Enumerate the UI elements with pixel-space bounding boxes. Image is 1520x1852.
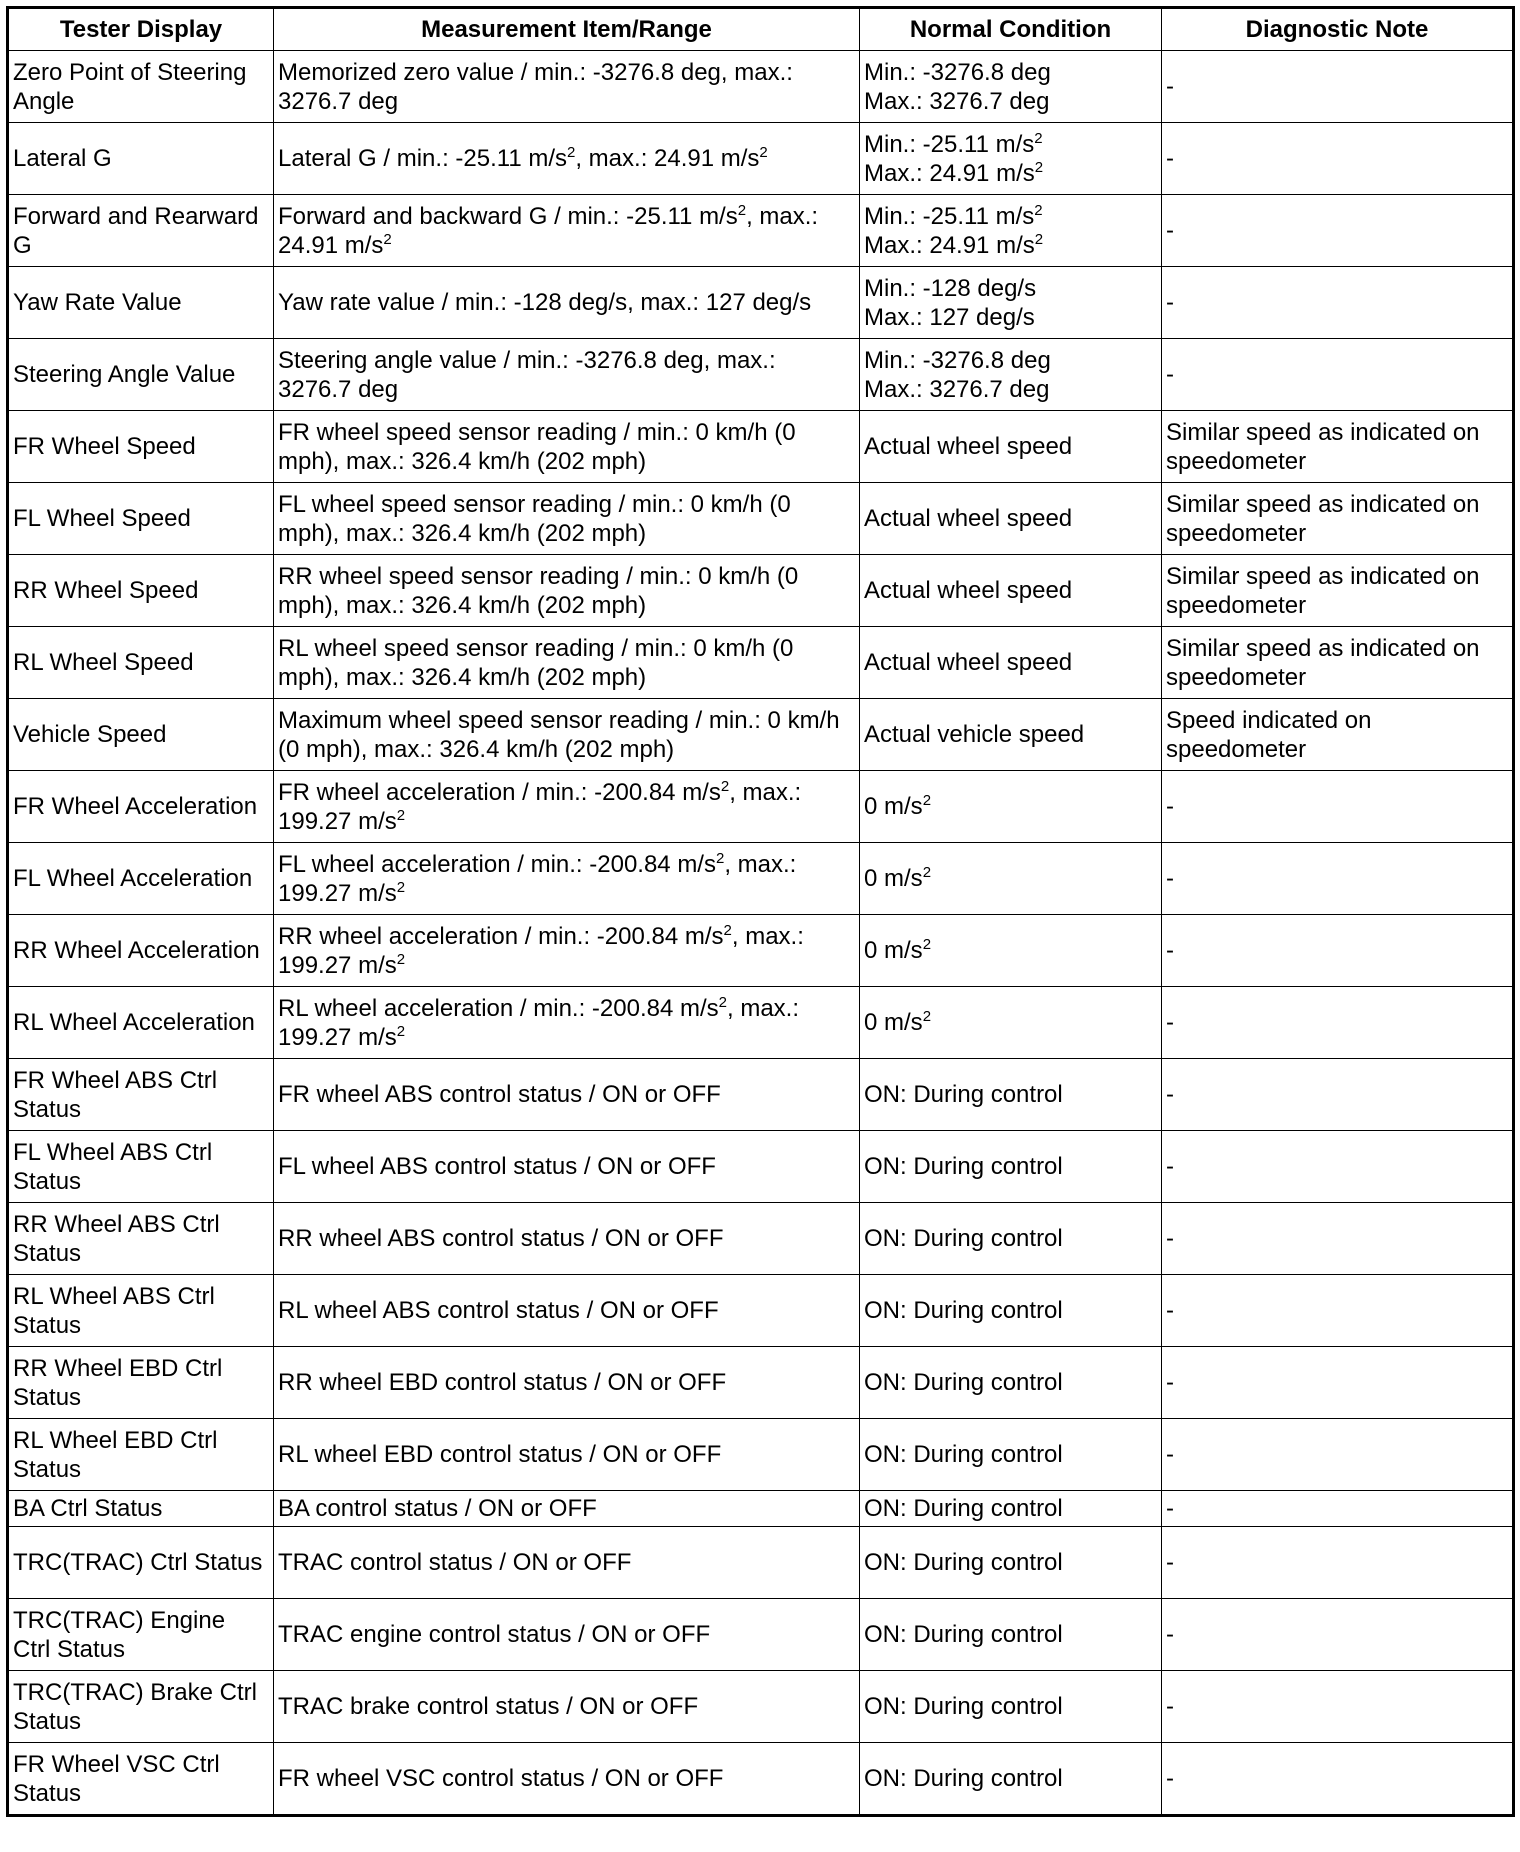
cell-tester-display: FR Wheel ABS Ctrl Status — [8, 1059, 274, 1131]
normal-condition-line: Actual wheel speed — [864, 577, 1073, 604]
cell-diagnostic-note: - — [1162, 267, 1514, 339]
table-row — [8, 1203, 1514, 1275]
cell-diagnostic-note: - — [1162, 1671, 1514, 1743]
cell-tester-display: RR Wheel EBD Ctrl Status — [8, 1347, 274, 1419]
cell-tester-display: TRC(TRAC) Brake Ctrl Status — [8, 1671, 274, 1743]
cell-measurement-range: Maximum wheel speed sensor reading / min.: 0 km/h (0 mph), max.: 326.4 km/h (202 mph) — [274, 699, 860, 771]
cell-measurement-range: Yaw rate value / min.: -128 deg/s, max.: 127 deg/s — [274, 267, 860, 339]
normal-condition-line: Min.: -25.11 $m/s^2$ — [864, 201, 1043, 230]
table-row — [8, 1347, 1514, 1419]
cell-normal-condition — [860, 123, 1162, 195]
cell-diagnostic-note: - — [1162, 1203, 1514, 1275]
cell-measurement-range: Memorized zero value / min.: -3276.8 deg, max.: 3276.7 deg — [274, 51, 860, 123]
cell-normal-condition — [860, 771, 1162, 843]
cell-measurement-range: RL wheel speed sensor reading / min.: 0 km/h (0 mph), max.: 326.4 km/h (202 mph) — [274, 627, 860, 699]
table-row — [8, 1419, 1514, 1491]
cell-diagnostic-note: Speed indicated on speedometer — [1162, 699, 1514, 771]
cell-tester-display: RL Wheel EBD Ctrl Status — [8, 1419, 274, 1491]
normal-condition-line: ON: During control — [864, 1369, 1063, 1396]
normal-condition-line: Actual wheel speed — [864, 433, 1073, 460]
cell-tester-display: RL Wheel ABS Ctrl Status — [8, 1275, 274, 1347]
table-header — [8, 8, 1514, 51]
cell-measurement-range: FL wheel ABS control status / ON or OFF — [274, 1131, 860, 1203]
cell-tester-display: FL Wheel Speed — [8, 483, 274, 555]
table-body — [8, 51, 1514, 1816]
normal-condition-line: 0 $m/s^2$ — [864, 936, 932, 964]
cell-normal-condition — [860, 411, 1162, 483]
cell-diagnostic-note: - — [1162, 771, 1514, 843]
cell-normal-condition — [860, 1743, 1162, 1816]
cell-measurement-range: TRAC brake control status / ON or OFF — [274, 1671, 860, 1743]
normal-condition-line: Min.: -25.11 $m/s^2$ — [864, 129, 1043, 158]
cell-tester-display: Forward and Rearward G — [8, 195, 274, 267]
cell-diagnostic-note: - — [1162, 1131, 1514, 1203]
table-row — [8, 771, 1514, 843]
table-row — [8, 339, 1514, 411]
table-row — [8, 51, 1514, 123]
normal-condition-line: ON: During control — [864, 1225, 1063, 1252]
cell-tester-display: Zero Point of Steering Angle — [8, 51, 274, 123]
normal-condition-line: ON: During control — [864, 1153, 1063, 1180]
cell-normal-condition — [860, 51, 1162, 123]
cell-diagnostic-note: Similar speed as indicated on speedometer — [1162, 483, 1514, 555]
cell-normal-condition — [860, 1275, 1162, 1347]
cell-tester-display: FR Wheel Speed — [8, 411, 274, 483]
cell-diagnostic-note: Similar speed as indicated on speedometer — [1162, 555, 1514, 627]
cell-diagnostic-note: Similar speed as indicated on speedometer — [1162, 627, 1514, 699]
tester-data-table — [6, 6, 1515, 1817]
cell-normal-condition — [860, 195, 1162, 267]
normal-condition-line: Actual vehicle speed — [864, 721, 1085, 748]
table-row — [8, 1275, 1514, 1347]
cell-measurement-range: RL wheel EBD control status / ON or OFF — [274, 1419, 860, 1491]
cell-measurement-range: FR wheel speed sensor reading / min.: 0 km/h (0 mph), max.: 326.4 km/h (202 mph) — [274, 411, 860, 483]
table-row — [8, 483, 1514, 555]
normal-condition-line: Min.: -3276.8 deg — [864, 346, 1051, 374]
cell-diagnostic-note: - — [1162, 1275, 1514, 1347]
cell-diagnostic-note: - — [1162, 1419, 1514, 1491]
table-row — [8, 915, 1514, 987]
cell-measurement-range: RR wheel EBD control status / ON or OFF — [274, 1347, 860, 1419]
cell-tester-display: FL Wheel Acceleration — [8, 843, 274, 915]
cell-normal-condition — [860, 555, 1162, 627]
cell-tester-display: Lateral G — [8, 123, 274, 195]
cell-diagnostic-note: - — [1162, 1491, 1514, 1527]
normal-condition-line: Max.: 3276.7 deg — [864, 375, 1050, 403]
cell-normal-condition — [860, 699, 1162, 771]
normal-condition-line: 0 $m/s^2$ — [864, 792, 932, 820]
cell-tester-display: BA Ctrl Status — [8, 1491, 274, 1527]
normal-condition-line: ON: During control — [864, 1549, 1063, 1576]
table-row — [8, 1527, 1514, 1599]
normal-condition-line: Min.: -3276.8 deg — [864, 58, 1051, 86]
cell-tester-display: FR Wheel VSC Ctrl Status — [8, 1743, 274, 1816]
cell-diagnostic-note: - — [1162, 987, 1514, 1059]
cell-diagnostic-note: - — [1162, 1059, 1514, 1131]
cell-diagnostic-note: - — [1162, 195, 1514, 267]
normal-condition-line: ON: During control — [864, 1297, 1063, 1324]
cell-normal-condition — [860, 843, 1162, 915]
cell-normal-condition — [860, 339, 1162, 411]
header-row — [8, 8, 1514, 51]
normal-condition-line: ON: During control — [864, 1081, 1063, 1108]
cell-measurement-range: RR wheel ABS control status / ON or OFF — [274, 1203, 860, 1275]
cell-tester-display: FR Wheel Acceleration — [8, 771, 274, 843]
cell-measurement-range: RL wheel acceleration / min.: -200.84 $m/s^2$, max.: 199.27 $m/s^2$ — [274, 987, 860, 1059]
cell-tester-display: Steering Angle Value — [8, 339, 274, 411]
cell-normal-condition — [860, 1527, 1162, 1599]
cell-normal-condition — [860, 1599, 1162, 1671]
cell-measurement-range: FL wheel acceleration / min.: -200.84 $m/s^2$, max.: 199.27 $m/s^2$ — [274, 843, 860, 915]
normal-condition-line: 0 $m/s^2$ — [864, 864, 932, 892]
cell-tester-display: TRC(TRAC) Engine Ctrl Status — [8, 1599, 274, 1671]
normal-condition-line: Max.: 3276.7 deg — [864, 87, 1050, 115]
table-row — [8, 411, 1514, 483]
cell-diagnostic-note: - — [1162, 1743, 1514, 1816]
cell-tester-display: RR Wheel Acceleration — [8, 915, 274, 987]
header-tester-display: Tester Display — [8, 8, 274, 51]
normal-condition-line: 0 $m/s^2$ — [864, 1008, 932, 1036]
normal-condition-line: ON: During control — [864, 1495, 1063, 1522]
cell-normal-condition — [860, 483, 1162, 555]
normal-condition-line: Max.: 127 deg/s — [864, 303, 1035, 331]
cell-normal-condition — [860, 267, 1162, 339]
table-row — [8, 1059, 1514, 1131]
cell-tester-display: Vehicle Speed — [8, 699, 274, 771]
cell-tester-display: RR Wheel Speed — [8, 555, 274, 627]
table-row — [8, 555, 1514, 627]
cell-normal-condition — [860, 1419, 1162, 1491]
normal-condition-line: Actual wheel speed — [864, 505, 1073, 532]
normal-condition-line: ON: During control — [864, 1693, 1063, 1720]
table-row — [8, 1131, 1514, 1203]
cell-measurement-range: RR wheel acceleration / min.: -200.84 $m/s^2$, max.: 199.27 $m/s^2$ — [274, 915, 860, 987]
header-diagnostic-note: Diagnostic Note — [1162, 8, 1514, 51]
cell-diagnostic-note: - — [1162, 339, 1514, 411]
cell-diagnostic-note: - — [1162, 1527, 1514, 1599]
table-row — [8, 987, 1514, 1059]
cell-diagnostic-note: Similar speed as indicated on speedometer — [1162, 411, 1514, 483]
cell-measurement-range: RL wheel ABS control status / ON or OFF — [274, 1275, 860, 1347]
normal-condition-line: ON: During control — [864, 1621, 1063, 1648]
cell-tester-display: RR Wheel ABS Ctrl Status — [8, 1203, 274, 1275]
cell-normal-condition — [860, 1347, 1162, 1419]
table-row — [8, 1491, 1514, 1527]
cell-measurement-range: BA control status / ON or OFF — [274, 1491, 860, 1527]
header-normal-condition: Normal Condition — [860, 8, 1162, 51]
normal-condition-line: Min.: -128 deg/s — [864, 274, 1037, 302]
cell-tester-display: TRC(TRAC) Ctrl Status — [8, 1527, 274, 1599]
cell-measurement-range: Forward and backward G / min.: -25.11 $m/s^2$, max.: 24.91 $m/s^2$ — [274, 195, 860, 267]
cell-diagnostic-note: - — [1162, 1347, 1514, 1419]
table-row — [8, 699, 1514, 771]
cell-normal-condition — [860, 1203, 1162, 1275]
normal-condition-line: Actual wheel speed — [864, 649, 1073, 676]
table-row — [8, 1599, 1514, 1671]
table-row — [8, 843, 1514, 915]
cell-normal-condition — [860, 1131, 1162, 1203]
cell-normal-condition — [860, 915, 1162, 987]
cell-measurement-range: Lateral G / min.: -25.11 $m/s^2$, max.: 24.91 $m/s^2$ — [274, 123, 860, 195]
table-row — [8, 267, 1514, 339]
cell-measurement-range: TRAC control status / ON or OFF — [274, 1527, 860, 1599]
data-list-sheet — [6, 6, 1512, 1817]
cell-diagnostic-note: - — [1162, 915, 1514, 987]
normal-condition-line: Max.: 24.91 $m/s^2$ — [864, 158, 1044, 187]
table-row — [8, 627, 1514, 699]
table-row — [8, 195, 1514, 267]
header-measurement-item: Measurement Item/Range — [274, 8, 860, 51]
cell-diagnostic-note: - — [1162, 51, 1514, 123]
cell-measurement-range: FR wheel acceleration / min.: -200.84 $m/s^2$, max.: 199.27 $m/s^2$ — [274, 771, 860, 843]
cell-normal-condition — [860, 987, 1162, 1059]
cell-measurement-range: Steering angle value / min.: -3276.8 deg, max.: 3276.7 deg — [274, 339, 860, 411]
cell-normal-condition — [860, 1491, 1162, 1527]
cell-diagnostic-note: - — [1162, 843, 1514, 915]
cell-tester-display: Yaw Rate Value — [8, 267, 274, 339]
cell-measurement-range: RR wheel speed sensor reading / min.: 0 km/h (0 mph), max.: 326.4 km/h (202 mph) — [274, 555, 860, 627]
cell-normal-condition — [860, 627, 1162, 699]
cell-tester-display: RL Wheel Acceleration — [8, 987, 274, 1059]
table-row — [8, 1743, 1514, 1816]
cell-normal-condition — [860, 1671, 1162, 1743]
normal-condition-line: ON: During control — [864, 1441, 1063, 1468]
cell-measurement-range: FL wheel speed sensor reading / min.: 0 km/h (0 mph), max.: 326.4 km/h (202 mph) — [274, 483, 860, 555]
cell-measurement-range: FR wheel VSC control status / ON or OFF — [274, 1743, 860, 1816]
cell-normal-condition — [860, 1059, 1162, 1131]
cell-measurement-range: TRAC engine control status / ON or OFF — [274, 1599, 860, 1671]
cell-measurement-range: FR wheel ABS control status / ON or OFF — [274, 1059, 860, 1131]
cell-tester-display: RL Wheel Speed — [8, 627, 274, 699]
table-row — [8, 1671, 1514, 1743]
cell-diagnostic-note: - — [1162, 123, 1514, 195]
normal-condition-line: ON: During control — [864, 1765, 1063, 1792]
table-row — [8, 123, 1514, 195]
normal-condition-line: Max.: 24.91 $m/s^2$ — [864, 230, 1044, 259]
cell-diagnostic-note: - — [1162, 1599, 1514, 1671]
cell-tester-display: FL Wheel ABS Ctrl Status — [8, 1131, 274, 1203]
